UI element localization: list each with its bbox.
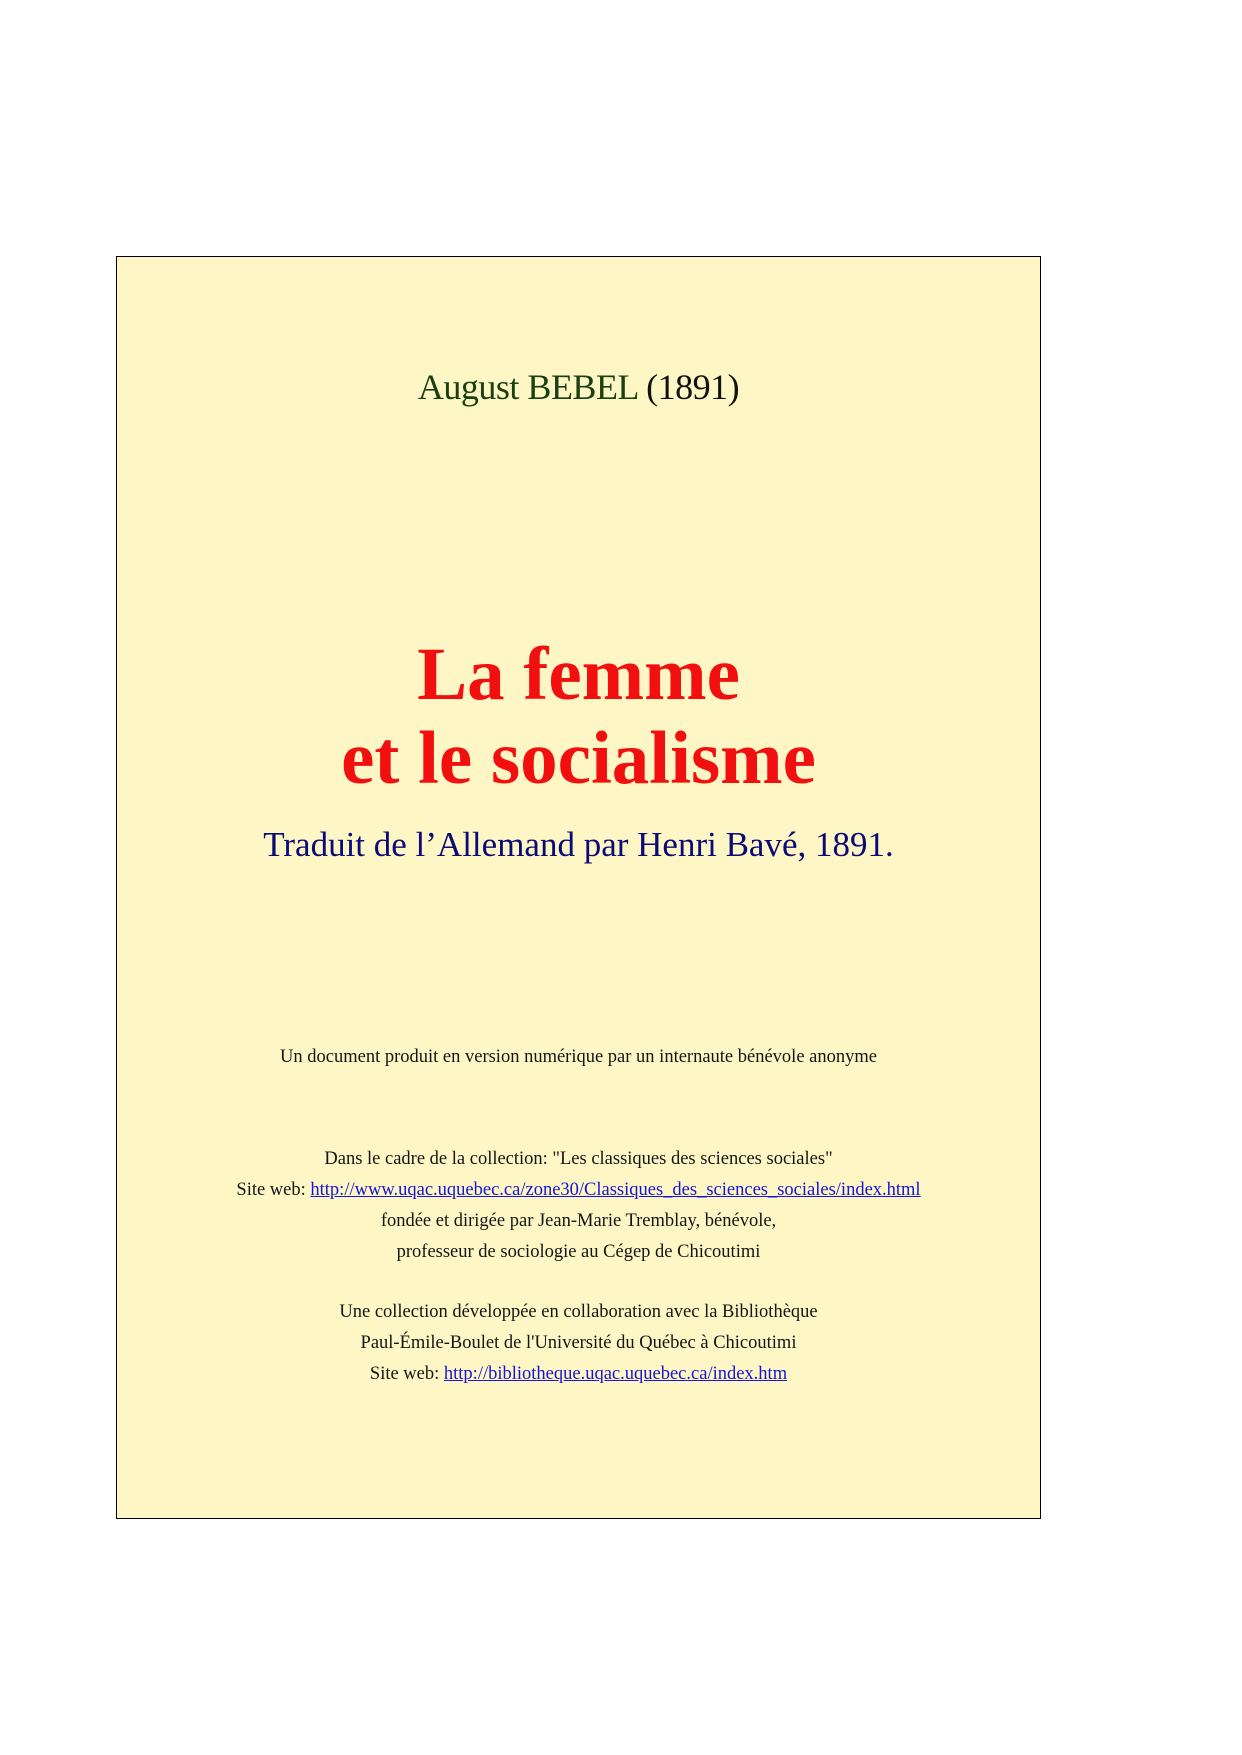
collection-line: Dans le cadre de la collection: "Les classiques des sciences sociales" xyxy=(324,1149,833,1169)
library-site-link[interactable]: http://bibliotheque.uqac.uquebec.ca/index.htm xyxy=(443,1364,788,1384)
title-line-1: La femme xyxy=(417,633,740,716)
collection-info xyxy=(117,1144,1040,1268)
publication-year: (1891) xyxy=(646,367,740,407)
translation-subtitle: Traduit de l’Allemand par Henri Bavé, 1891. xyxy=(263,825,894,864)
collection-site-label: Site web: xyxy=(236,1180,311,1200)
book-title xyxy=(117,633,1040,801)
library-site-label: Site web: xyxy=(369,1364,444,1384)
cover-page-box xyxy=(116,256,1041,1519)
library-site-row xyxy=(117,1359,1040,1390)
library-info xyxy=(117,1297,1040,1390)
producer-note: Un document produit en version numérique par un internaute bénévole anonyme xyxy=(280,1047,877,1067)
collection-site-link[interactable]: http://www.uqac.uquebec.ca/zone30/Classiques_des_sciences_sociales/index.html xyxy=(310,1180,921,1200)
collection-site-row xyxy=(117,1175,1040,1206)
professor-line: professeur de sociologie au Cégep de Chicoutimi xyxy=(396,1242,761,1262)
founder-line: fondée et dirigée par Jean-Marie Tremblay, bénévole, xyxy=(380,1211,777,1231)
author-line xyxy=(117,359,1040,415)
author-name: August BEBEL xyxy=(417,367,638,407)
library-name-line: Paul-Émile-Boulet de l'Université du Québec à Chicoutimi xyxy=(360,1333,797,1353)
title-line-2: et le socialisme xyxy=(341,717,816,800)
library-collab-line: Une collection développée en collaboration avec la Bibliothèque xyxy=(339,1302,818,1322)
